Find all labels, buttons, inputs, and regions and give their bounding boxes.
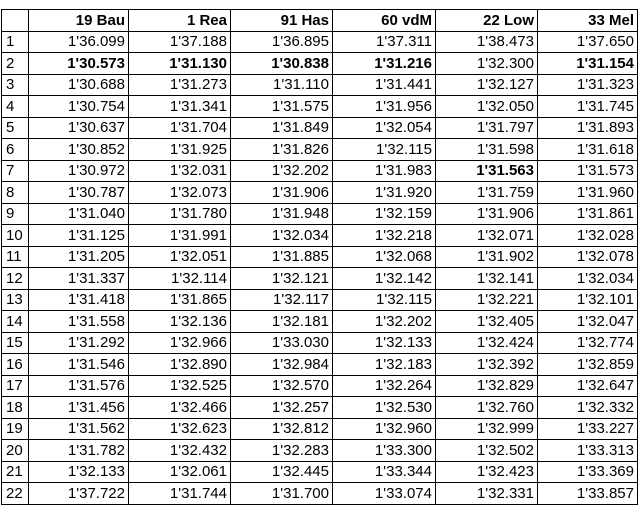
- lap-time-cell: 1'32.141: [436, 268, 538, 290]
- lap-number: 17: [2, 375, 29, 397]
- lap-time-cell: 1'32.073: [129, 182, 231, 204]
- lap-time-cell: 1'33.344: [333, 461, 436, 483]
- table-row: [2, 311, 638, 333]
- lap-time-cell: 1'31.906: [231, 182, 333, 204]
- rider-header: 60 vdM: [333, 10, 436, 32]
- lap-time-cell: 1'31.546: [29, 354, 129, 376]
- lap-time-cell: 1'32.525: [129, 375, 231, 397]
- lap-time-cell: 1'32.047: [538, 311, 638, 333]
- lap-time-cell: 1'32.117: [231, 289, 333, 311]
- lap-time-cell: 1'32.115: [333, 139, 436, 161]
- corner-cell: [2, 10, 29, 32]
- lap-time-cell: 1'32.257: [231, 397, 333, 419]
- best-lap-time-cell: 1'31.154: [538, 53, 638, 75]
- lap-time-cell: 1'31.273: [129, 74, 231, 96]
- lap-time-cell: 1'31.948: [231, 203, 333, 225]
- table-row: [2, 203, 638, 225]
- lap-time-cell: 1'32.570: [231, 375, 333, 397]
- table-row: [2, 160, 638, 182]
- lap-number: 7: [2, 160, 29, 182]
- table-row: [2, 117, 638, 139]
- lap-time-cell: 1'31.797: [436, 117, 538, 139]
- lap-time-cell: 1'32.181: [231, 311, 333, 333]
- lap-time-cell: 1'38.473: [436, 31, 538, 53]
- lap-time-cell: 1'31.885: [231, 246, 333, 268]
- table-row: [2, 332, 638, 354]
- lap-time-cell: 1'33.074: [333, 483, 436, 505]
- lap-rows: [2, 31, 638, 504]
- lap-time-cell: 1'32.424: [436, 332, 538, 354]
- lap-number: 1: [2, 31, 29, 53]
- lap-time-cell: 1'30.637: [29, 117, 129, 139]
- lap-time-cell: 1'31.849: [231, 117, 333, 139]
- lap-time-cell: 1'32.159: [333, 203, 436, 225]
- lap-time-cell: 1'31.956: [333, 96, 436, 118]
- lap-time-cell: 1'32.028: [538, 225, 638, 247]
- lap-time-cell: 1'32.332: [538, 397, 638, 419]
- lap-time-cell: 1'32.300: [436, 53, 538, 75]
- table-row: [2, 246, 638, 268]
- lap-time-cell: 1'32.034: [538, 268, 638, 290]
- lap-time-cell: 1'37.188: [129, 31, 231, 53]
- lap-time-cell: 1'32.466: [129, 397, 231, 419]
- lap-time-cell: 1'32.133: [333, 332, 436, 354]
- lap-time-cell: 1'32.202: [333, 311, 436, 333]
- lap-number: 14: [2, 311, 29, 333]
- lap-time-cell: 1'32.071: [436, 225, 538, 247]
- table-row: [2, 375, 638, 397]
- lap-time-cell: 1'31.573: [538, 160, 638, 182]
- rider-header: 91 Has: [231, 10, 333, 32]
- lap-time-cell: 1'32.101: [538, 289, 638, 311]
- lap-time-cell: 1'31.418: [29, 289, 129, 311]
- lap-time-cell: 1'32.115: [333, 289, 436, 311]
- lap-time-cell: 1'33.857: [538, 483, 638, 505]
- lap-time-cell: 1'31.598: [436, 139, 538, 161]
- lap-time-cell: 1'32.774: [538, 332, 638, 354]
- table-row: [2, 139, 638, 161]
- lap-time-cell: 1'31.960: [538, 182, 638, 204]
- lap-time-cell: 1'31.110: [231, 74, 333, 96]
- lap-time-cell: 1'31.323: [538, 74, 638, 96]
- lap-time-cell: 1'31.780: [129, 203, 231, 225]
- header-row: [2, 10, 638, 32]
- lap-time-cell: 1'30.972: [29, 160, 129, 182]
- best-lap-time-cell: 1'30.838: [231, 53, 333, 75]
- lap-time-cell: 1'32.114: [129, 268, 231, 290]
- table-row: [2, 483, 638, 505]
- lap-time-cell: 1'31.744: [129, 483, 231, 505]
- lap-time-cell: 1'37.722: [29, 483, 129, 505]
- lap-time-cell: 1'32.068: [333, 246, 436, 268]
- lap-number: 19: [2, 418, 29, 440]
- lap-time-cell: 1'32.054: [333, 117, 436, 139]
- best-lap-time-cell: 1'31.130: [129, 53, 231, 75]
- rider-header: 33 Mel: [538, 10, 638, 32]
- table-row: [2, 418, 638, 440]
- lap-time-cell: 1'31.441: [333, 74, 436, 96]
- lap-time-cell: 1'31.125: [29, 225, 129, 247]
- lap-time-cell: 1'32.432: [129, 440, 231, 462]
- lap-time-cell: 1'31.704: [129, 117, 231, 139]
- lap-time-cell: 1'31.337: [29, 268, 129, 290]
- lap-time-cell: 1'31.205: [29, 246, 129, 268]
- lap-time-cell: 1'31.861: [538, 203, 638, 225]
- best-lap-time-cell: 1'30.573: [29, 53, 129, 75]
- lap-time-cell: 1'32.051: [129, 246, 231, 268]
- lap-time-cell: 1'30.754: [29, 96, 129, 118]
- lap-time-cell: 1'32.050: [436, 96, 538, 118]
- lap-time-cell: 1'31.562: [29, 418, 129, 440]
- lap-time-cell: 1'31.782: [29, 440, 129, 462]
- lap-number: 21: [2, 461, 29, 483]
- lap-number: 15: [2, 332, 29, 354]
- rider-header: 19 Bau: [29, 10, 129, 32]
- lap-time-cell: 1'32.890: [129, 354, 231, 376]
- lap-time-cell: 1'33.227: [538, 418, 638, 440]
- lap-number: 18: [2, 397, 29, 419]
- table-row: [2, 268, 638, 290]
- lap-time-cell: 1'33.030: [231, 332, 333, 354]
- lap-time-cell: 1'36.099: [29, 31, 129, 53]
- lap-time-cell: 1'32.202: [231, 160, 333, 182]
- table-row: [2, 289, 638, 311]
- lap-time-cell: 1'31.991: [129, 225, 231, 247]
- lap-time-cell: 1'32.647: [538, 375, 638, 397]
- lap-time-cell: 1'31.456: [29, 397, 129, 419]
- lap-time-cell: 1'32.530: [333, 397, 436, 419]
- lap-number: 6: [2, 139, 29, 161]
- lap-number: 8: [2, 182, 29, 204]
- table-row: [2, 31, 638, 53]
- lap-time-cell: 1'32.121: [231, 268, 333, 290]
- lap-time-cell: 1'31.983: [333, 160, 436, 182]
- lap-number: 9: [2, 203, 29, 225]
- lap-time-cell: 1'32.502: [436, 440, 538, 462]
- lap-time-cell: 1'31.341: [129, 96, 231, 118]
- lap-number: 16: [2, 354, 29, 376]
- lap-time-cell: 1'32.031: [129, 160, 231, 182]
- lap-time-cell: 1'32.812: [231, 418, 333, 440]
- lap-time-cell: 1'31.576: [29, 375, 129, 397]
- lap-time-cell: 1'33.300: [333, 440, 436, 462]
- lap-time-cell: 1'31.745: [538, 96, 638, 118]
- table-row: [2, 96, 638, 118]
- lap-time-cell: 1'32.859: [538, 354, 638, 376]
- lap-time-cell: 1'32.405: [436, 311, 538, 333]
- lap-time-cell: 1'37.311: [333, 31, 436, 53]
- lap-number: 11: [2, 246, 29, 268]
- lap-time-cell: 1'32.423: [436, 461, 538, 483]
- lap-time-cell: 1'33.369: [538, 461, 638, 483]
- lap-time-cell: 1'32.183: [333, 354, 436, 376]
- lap-time-cell: 1'32.264: [333, 375, 436, 397]
- lap-number: 5: [2, 117, 29, 139]
- rider-header: 1 Rea: [129, 10, 231, 32]
- lap-time-cell: 1'32.142: [333, 268, 436, 290]
- table-row: [2, 440, 638, 462]
- best-lap-time-cell: 1'31.563: [436, 160, 538, 182]
- lap-time-cell: 1'30.688: [29, 74, 129, 96]
- lap-time-cell: 1'32.133: [29, 461, 129, 483]
- lap-time-cell: 1'31.700: [231, 483, 333, 505]
- lap-number: 13: [2, 289, 29, 311]
- table-row: [2, 74, 638, 96]
- lap-time-cell: 1'31.906: [436, 203, 538, 225]
- lap-time-cell: 1'30.852: [29, 139, 129, 161]
- lap-time-cell: 1'31.558: [29, 311, 129, 333]
- lap-time-cell: 1'32.218: [333, 225, 436, 247]
- lap-time-cell: 1'31.292: [29, 332, 129, 354]
- table-row: [2, 397, 638, 419]
- lap-time-cell: 1'32.392: [436, 354, 538, 376]
- lap-time-cell: 1'31.040: [29, 203, 129, 225]
- lap-time-cell: 1'33.313: [538, 440, 638, 462]
- lap-time-cell: 1'32.760: [436, 397, 538, 419]
- lap-time-cell: 1'32.960: [333, 418, 436, 440]
- table-row: [2, 461, 638, 483]
- lap-time-cell: 1'32.966: [129, 332, 231, 354]
- lap-time-cell: 1'32.999: [436, 418, 538, 440]
- lap-time-cell: 1'32.136: [129, 311, 231, 333]
- lap-number: 20: [2, 440, 29, 462]
- lap-time-cell: 1'31.925: [129, 139, 231, 161]
- lap-time-cell: 1'32.623: [129, 418, 231, 440]
- lap-number: 10: [2, 225, 29, 247]
- lap-time-cell: 1'32.331: [436, 483, 538, 505]
- table-row: [2, 53, 638, 75]
- lap-time-cell: 1'32.221: [436, 289, 538, 311]
- rider-header: 22 Low: [436, 10, 538, 32]
- lap-number: 12: [2, 268, 29, 290]
- lap-time-cell: 1'32.034: [231, 225, 333, 247]
- lap-time-cell: 1'32.984: [231, 354, 333, 376]
- lap-time-cell: 1'32.445: [231, 461, 333, 483]
- lap-time-cell: 1'32.127: [436, 74, 538, 96]
- lap-times-table: [1, 9, 638, 505]
- lap-time-cell: 1'37.650: [538, 31, 638, 53]
- table-row: [2, 182, 638, 204]
- lap-time-cell: 1'31.902: [436, 246, 538, 268]
- lap-time-cell: 1'31.893: [538, 117, 638, 139]
- lap-time-cell: 1'31.865: [129, 289, 231, 311]
- lap-number: 22: [2, 483, 29, 505]
- lap-time-cell: 1'31.920: [333, 182, 436, 204]
- lap-time-cell: 1'32.061: [129, 461, 231, 483]
- lap-time-cell: 1'32.829: [436, 375, 538, 397]
- lap-time-cell: 1'32.078: [538, 246, 638, 268]
- lap-time-cell: 1'31.618: [538, 139, 638, 161]
- lap-time-cell: 1'31.759: [436, 182, 538, 204]
- lap-time-cell: 1'30.787: [29, 182, 129, 204]
- lap-number: 4: [2, 96, 29, 118]
- lap-number: 2: [2, 53, 29, 75]
- best-lap-time-cell: 1'31.216: [333, 53, 436, 75]
- lap-time-cell: 1'32.283: [231, 440, 333, 462]
- lap-time-cell: 1'31.826: [231, 139, 333, 161]
- table-row: [2, 354, 638, 376]
- lap-time-cell: 1'31.575: [231, 96, 333, 118]
- table-row: [2, 225, 638, 247]
- lap-number: 3: [2, 74, 29, 96]
- lap-time-cell: 1'36.895: [231, 31, 333, 53]
